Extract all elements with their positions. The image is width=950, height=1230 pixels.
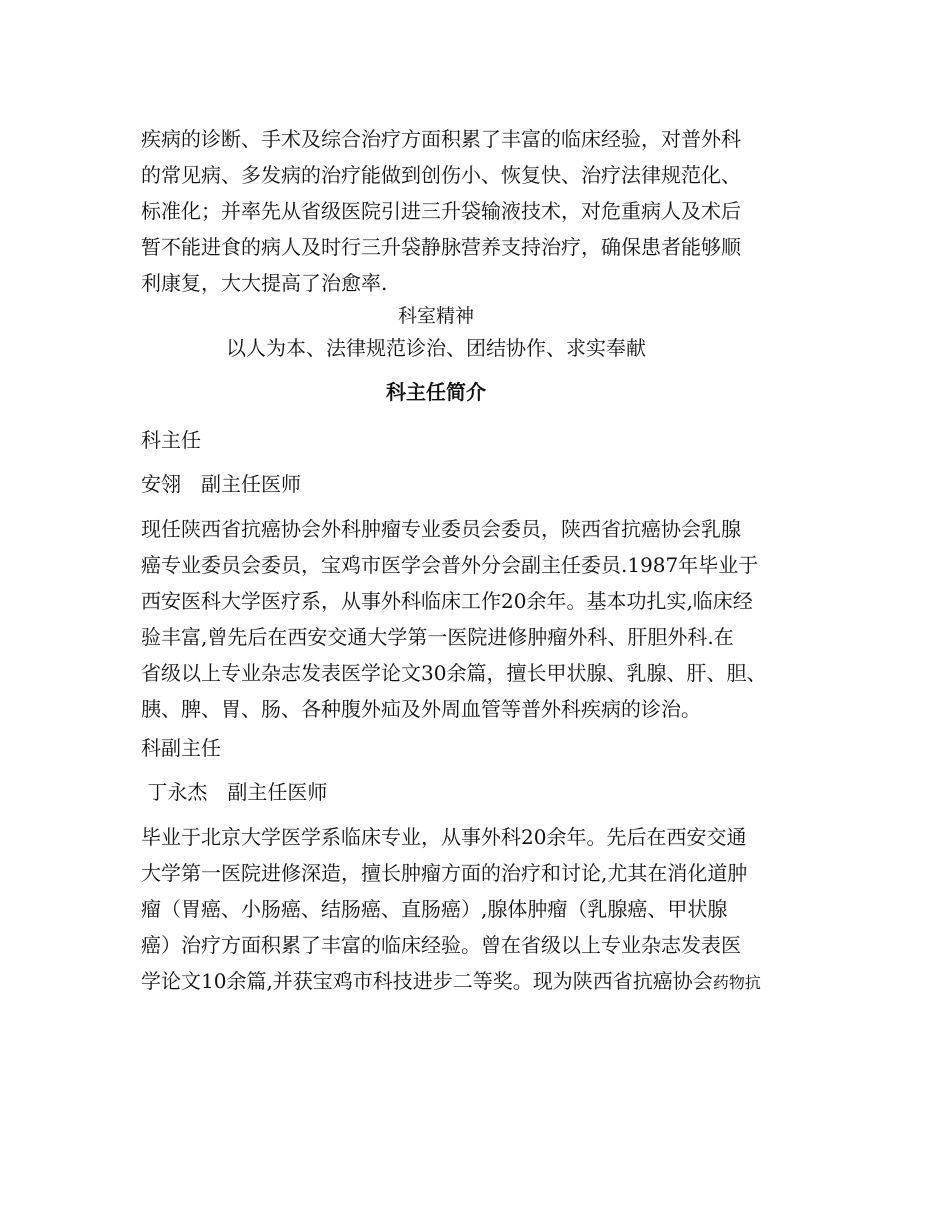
director-bio-line: 胰、脾、胃、肠、各种腹外疝及外周血管等普外科疾病的诊治。 [141,697,701,721]
deputy-bio-line: 癌）治疗方面积累了丰富的临床经验。曾在省级以上专业杂志发表医 [141,933,741,957]
deputy-block [141,727,841,1001]
director-bio-line: 西安医科大学医疗系，从事外科临床工作20余年。基本功扎实,临床经 [141,589,753,613]
deputy-bio-text: 学论文10余篇,并获宝鸡市科技进步二等奖。现为陕西省抗癌协会 [141,969,713,993]
intro-line: 标准化；并率先从省级医院引进三升袋输液技术，对危重病人及术后 [141,199,741,223]
deputy-name: 丁永杰 副主任医师 [141,780,328,804]
intro-paragraph [141,121,841,301]
deputy-bio-line: 毕业于北京大学医学系临床专业，从事外科20余年。先后在西安交通 [141,825,747,849]
spirit-title: 科室精神 [397,305,474,327]
document-body [141,121,841,1001]
director-bio-line: 省级以上专业杂志发表医学论文30余篇，擅长甲状腺、乳腺、肝、胆、 [141,661,767,685]
director-role-label: 科主任 [141,428,201,452]
intro-line: 暂不能进食的病人及时行三升袋静脉营养支持治疗，确保患者能够顺 [141,235,741,259]
director-name: 安翎 副主任医师 [141,472,301,496]
deputy-bio-last-line [141,963,841,1001]
deputy-role-label: 科副主任 [141,736,221,760]
spirit-text: 以人为本、法律规范诊治、团结协作、求实奉献 [226,336,646,360]
director-block [141,419,841,727]
director-bio-line: 验丰富,曾先后在西安交通大学第一医院进修肿瘤外科、肝胆外科.在 [141,625,734,649]
deputy-bio-small-text: 药物抗 [712,973,761,992]
director-section-heading: 科主任简介 [386,380,486,404]
director-bio-line: 现任陕西省抗癌协会外科肿瘤专业委员会委员，陕西省抗癌协会乳腺 [141,517,741,541]
intro-line: 疾病的诊断、手术及综合治疗方面积累了丰富的临床经验，对普外科 [141,127,741,151]
deputy-bio-line: 瘤（胃癌、小肠癌、结肠癌、直肠癌）,腺体肿瘤（乳腺癌、甲状腺 [141,897,728,921]
intro-line: 的常见病、多发病的治疗能做到创伤小、恢复快、治疗法律规范化、 [141,163,741,187]
director-bio-line: 癌专业委员会委员，宝鸡市医学会普外分会副主任委员.1987年毕业于 [141,553,759,577]
intro-line: 利康复，大大提高了治愈率. [141,271,388,295]
deputy-bio-line: 大学第一医院进修深造，擅长肿瘤方面的治疗和讨论,尤其在消化道肿 [141,861,748,885]
